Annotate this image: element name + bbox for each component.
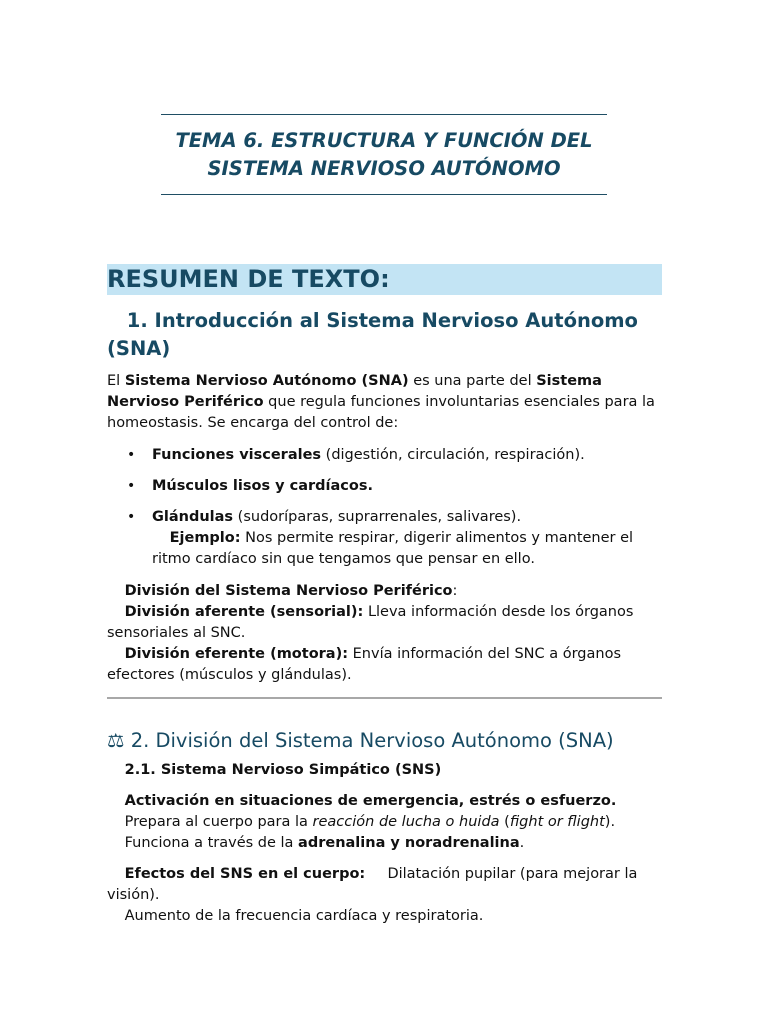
division-block	[107, 581, 662, 686]
increase-line	[107, 906, 662, 927]
efferent-text: Envía información del SNC a órganos efectores (músculos y glándulas).	[107, 646, 622, 683]
bullet-icon: •	[127, 447, 136, 463]
works-bold: adrenalina y noradrenalina	[298, 835, 520, 851]
list-item-text: (sudoríparas, suprarrenales, salivares).	[233, 509, 522, 525]
title-box	[161, 114, 607, 195]
section-divider	[107, 697, 662, 699]
effects-text: Dilatación pupilar (para mejorar la visión).	[107, 866, 638, 903]
prepare-line	[107, 812, 662, 833]
title-line-1: TEMA 6. ESTRUCTURA Y FUNCIÓN DEL	[175, 128, 593, 152]
prepare-italic-2: fight or flight	[509, 814, 605, 830]
list-item	[107, 476, 662, 497]
division-label: División del Sistema Nervioso Periférico	[124, 583, 453, 599]
section-1-heading-text: 1. Introducción al Sistema Nervioso Autónomo (SNA)	[107, 309, 638, 360]
prepare-text-2: (	[499, 814, 510, 830]
effects-block	[107, 864, 662, 927]
afferent-line	[107, 602, 662, 644]
content	[107, 264, 662, 927]
list-item	[107, 507, 662, 570]
works-line	[107, 833, 662, 854]
works-text-1: Funciona a través de la	[124, 835, 299, 851]
list-item	[107, 445, 662, 466]
increase-text: Aumento de la frecuencia cardíaca y respiratoria.	[124, 908, 484, 924]
division-line	[107, 581, 662, 602]
summary-banner: RESUMEN DE TEXTO:	[107, 264, 662, 295]
efferent-line	[107, 644, 662, 686]
prepare-text-3: ).	[604, 814, 616, 830]
section-2	[107, 727, 662, 927]
works-text-2: .	[519, 835, 525, 851]
prepare-italic-1: reacción de lucha o huida	[312, 814, 500, 830]
effects-label: Efectos del SNS en el cuerpo:	[124, 866, 366, 882]
section-2-heading	[107, 727, 662, 755]
intro-text-2: es una parte del	[408, 373, 537, 389]
effects-line	[107, 864, 662, 906]
title-line-2: SISTEMA NERVIOSO AUTÓNOMO	[207, 156, 561, 180]
example-text: Nos permite respirar, digerir alimentos y mantener el ritmo cardíaco sin que tengamos que pensar en ello.	[152, 530, 634, 567]
efferent-label: División eferente (motora):	[124, 646, 349, 662]
intro-bold-1: Sistema Nervioso Autónomo (SNA)	[124, 373, 409, 389]
section-2-heading-text: 2. División del Sistema Nervioso Autónomo (SNA)	[130, 729, 614, 752]
intro-bold-2: Sistema Nervioso Periférico	[107, 373, 602, 410]
section-1-heading	[107, 307, 662, 363]
control-list	[107, 445, 662, 570]
prepare-text-1: Prepara al cuerpo para la	[124, 814, 313, 830]
intro-text-1: El	[107, 373, 125, 389]
example-label: Ejemplo:	[169, 530, 241, 546]
scale-icon: ⚖	[107, 729, 125, 752]
intro-text-3: que regula funciones involuntarias esenciales para la homeostasis. Se encarga del control de:	[107, 394, 655, 431]
list-item-bold: Glándulas	[152, 509, 234, 525]
activation-line	[107, 791, 662, 812]
list-item-bold: Músculos lisos y cardíacos.	[152, 478, 373, 494]
afferent-label: División aferente (sensorial):	[124, 604, 364, 620]
afferent-text: Lleva información desde los órganos sensoriales al SNC.	[107, 604, 634, 641]
list-item-text: (digestión, circulación, respiración).	[321, 447, 585, 463]
list-item-bold: Funciones viscerales	[152, 447, 322, 463]
subsection-title: 2.1. Sistema Nervioso Simpático (SNS)	[124, 762, 442, 778]
bullet-icon: •	[127, 478, 136, 494]
bullet-icon: •	[127, 509, 136, 525]
subsection-heading	[107, 760, 662, 781]
intro-paragraph	[107, 371, 662, 434]
activation-block	[107, 791, 662, 854]
division-text: :	[452, 583, 458, 599]
activation-text: Activación en situaciones de emergencia, estrés o esfuerzo.	[124, 793, 617, 809]
